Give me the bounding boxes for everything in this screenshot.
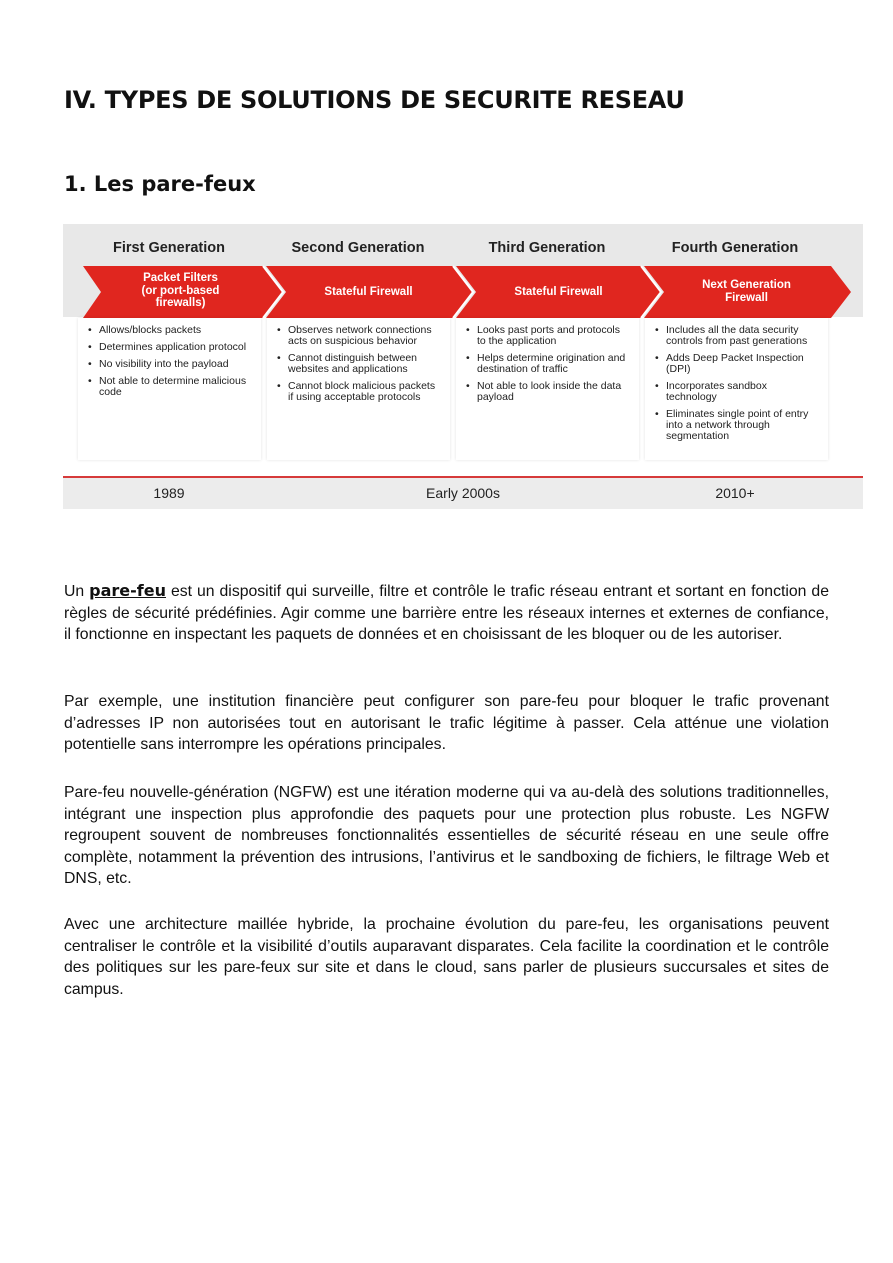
timeline-year: Early 2000s	[426, 485, 500, 501]
bullet-item: • Allows/blocks packets	[88, 325, 253, 336]
bullet-item: • Eliminates single point of entry into a network through segmentation	[655, 409, 820, 442]
paragraph-intro-text: est un dispositif qui surveille, filtre et contrôle le trafic réseau entrant et sortant en fonction de règles de sécurité prédéfinies. Agir comme une barrière entre les réseaux internes et externes de confiance, il fonctionne en inspectant les paquets de données et en choisissant de les bloquer ou de les autoriser.	[64, 583, 829, 643]
generation-column	[78, 318, 261, 460]
bullet-item: • Adds Deep Packet Inspection (DPI)	[655, 353, 820, 375]
bullet-item: • Looks past ports and protocols to the application	[466, 325, 631, 347]
bullet-item: • Cannot block malicious packets if using acceptable protocols	[277, 381, 442, 403]
generation-column	[645, 318, 828, 460]
bullet-item: • Not able to determine malicious code	[88, 376, 253, 398]
arrow-label: Next Generation Firewall	[702, 279, 791, 304]
timeline-year: 2010+	[715, 485, 755, 501]
bullet-item: • Incorporates sandbox technology	[655, 381, 820, 403]
generation-column	[267, 318, 450, 460]
paragraph-hybrid-mesh: Avec une architecture maillée hybride, la prochaine évolution du pare-feu, les organisations peuvent centraliser le contrôle et la visibilité d’outils auparavant disparates. Cela facilite la coordination et le contrôle des politiques sur les pare-feux sur site et dans le cloud, sans parler de plusieurs succursales et sites de campus.	[64, 916, 829, 998]
paragraph-example: Par exemple, une institution financière peut configurer son pare-feu pour bloquer le trafic provenant d’adresses IP non autorisées tout en autorisant le trafic légitime à passer. Cela atténue une violation potentielle sans interrompre les opérations principales.	[64, 693, 829, 753]
arrow-label: Stateful Firewall	[514, 286, 603, 298]
generation-title: Second Generation	[291, 240, 425, 256]
pare-feu-link[interactable]: pare-feu	[89, 581, 166, 600]
paragraph-ngfw: Pare-feu nouvelle-génération (NGFW) est une itération moderne qui va au-delà des solutions traditionnelles, intégrant une inspection plus approfondie des paquets pour une protection plus robuste. Les NGFW regroupent souvent de nombreuses fonctionnalités essentielles de sécurité réseau en une seule offre complète, notamment la prévention des intrusions, l’antivirus et le sandboxing de fichiers, le filtrage Web et DNS, etc.	[64, 784, 829, 887]
arrow-label: Stateful Firewall	[324, 286, 413, 298]
bullet-list	[267, 318, 450, 403]
arrow-label: Packet Filters (or port-based firewalls)	[141, 272, 220, 309]
generation-title: Third Generation	[488, 240, 606, 256]
bullet-item: • Helps determine origination and destination of traffic	[466, 353, 631, 375]
generation-column	[456, 318, 639, 460]
page-title: IV. TYPES DE SOLUTIONS DE SECURITE RESEAU	[64, 86, 685, 114]
bullet-list	[78, 318, 261, 398]
bullet-list	[456, 318, 639, 403]
bullet-list	[645, 318, 828, 442]
timeline-year: 1989	[153, 485, 185, 501]
bullet-item: • Includes all the data security controls from past generations	[655, 325, 820, 347]
firewall-generations-figure	[63, 224, 863, 509]
paragraph-intro	[64, 580, 829, 646]
paragraph-intro-prefix: Un	[64, 583, 90, 600]
generation-title: First Generation	[113, 240, 225, 256]
bullet-item: • Cannot distinguish between websites and applications	[277, 353, 442, 375]
bullet-item: • Determines application protocol	[88, 342, 253, 353]
generation-title: Fourth Generation	[671, 240, 799, 256]
bullet-item: • No visibility into the payload	[88, 359, 253, 370]
section-heading: 1. Les pare-feux	[64, 172, 256, 196]
bullet-item: • Not able to look inside the data payload	[466, 381, 631, 403]
bullet-item: • Observes network connections acts on suspicious behavior	[277, 325, 442, 347]
